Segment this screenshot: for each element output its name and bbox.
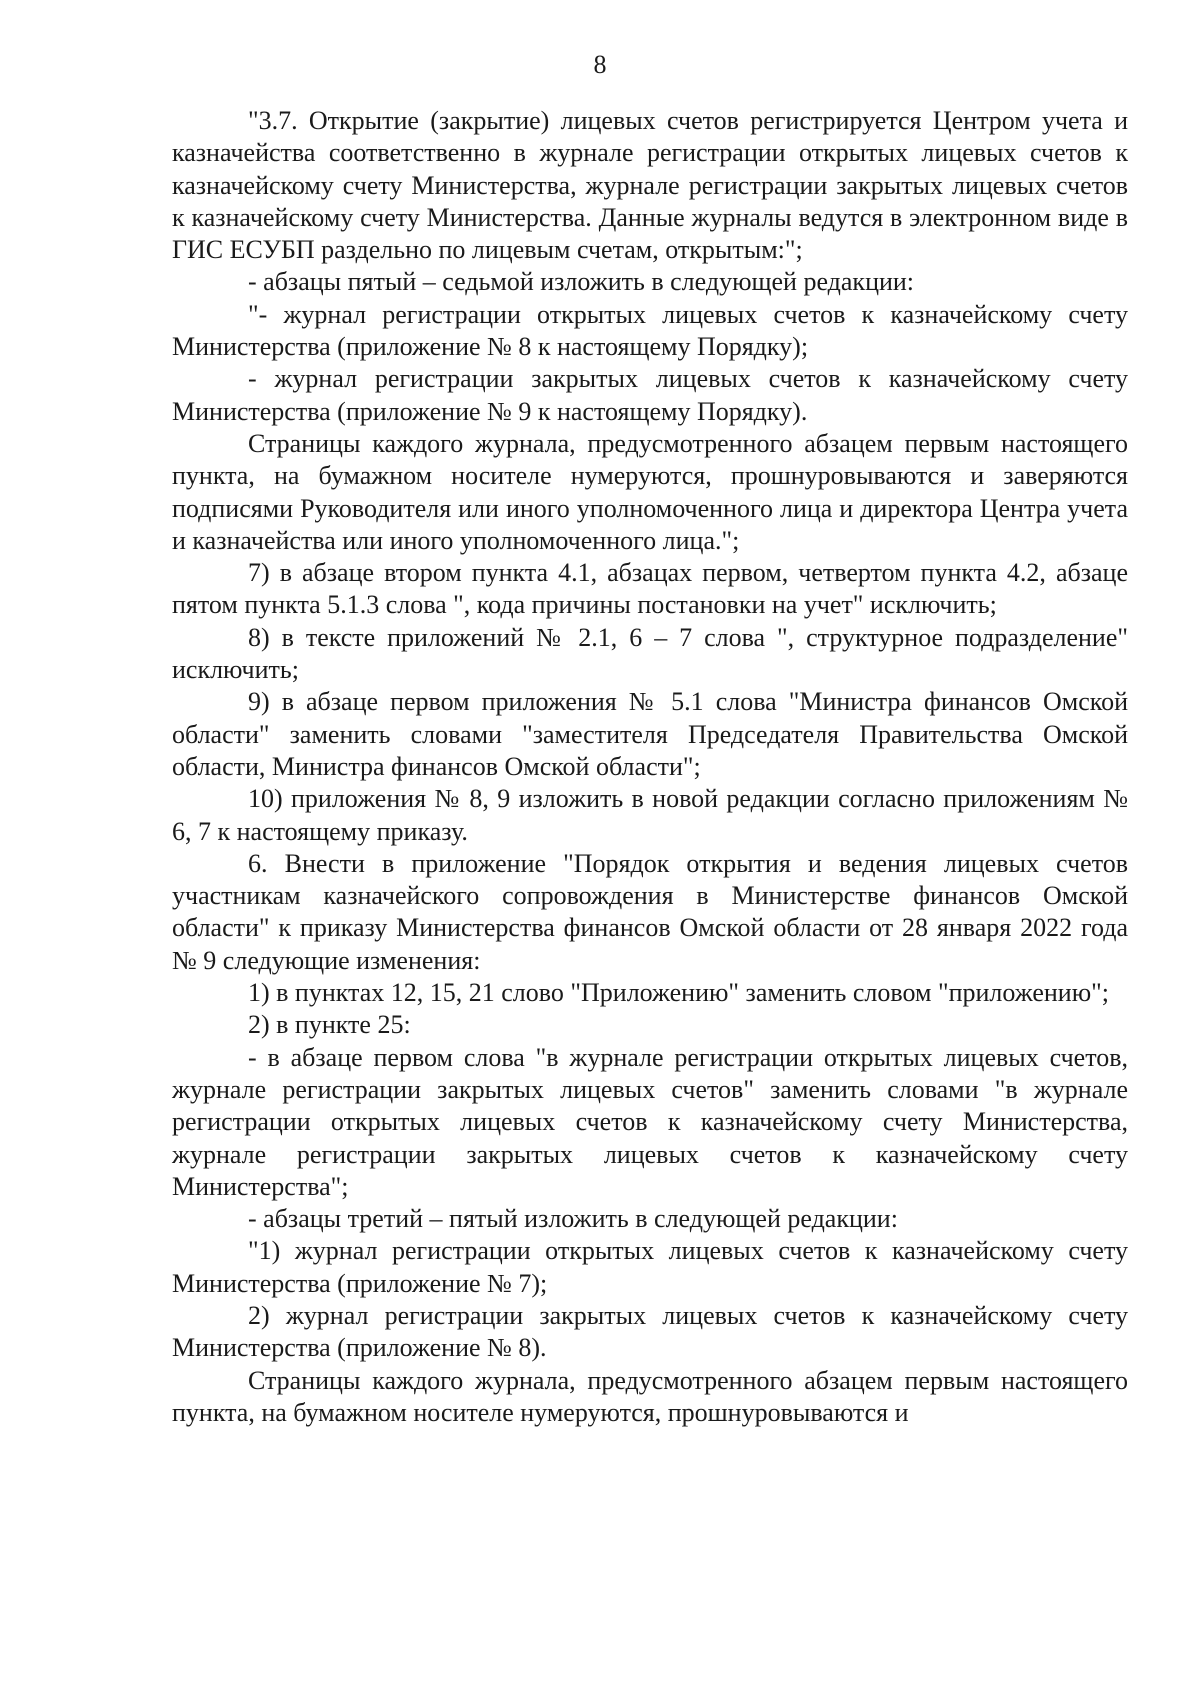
paragraph-sub-1: 1) в пунктах 12, 15, 21 слово "Приложению" заменить словом "приложению"; [248, 978, 1109, 1008]
paragraph-item-8: 8) в тексте приложений № 2.1, 6 – 7 слова ", структурное подразделение" исключить; [172, 622, 1128, 685]
paragraph-journal-open-7: "1) журнал регистрации открытых лицевых счетов к казначейскому счету Министерства (приложение № 7); [172, 1236, 1128, 1298]
paragraph-journal-closed: - журнал регистрации закрытых лицевых счетов к казначейскому счету Министерства (приложение № 9 к настоящему Порядку). [172, 364, 1128, 426]
paragraph-first-abzac: - в абзаце первом слова "в журнале регистрации открытых лицевых счетов, журнале регистрации закрытых лицевых счетов" заменить словами "в журнале регистрации открытых лицевых счетов к казначейскому счету Министерства, журнале регистрации закрытых лицевых счетов к казначейскому счету Министерства"; [172, 1042, 1128, 1201]
paragraph-sub-2: 2) в пункте 25: [248, 1010, 411, 1040]
paragraph-journal-closed-8: 2) журнал регистрации закрытых лицевых счетов к казначейскому счету Министерства (приложение № 8). [172, 1300, 1128, 1363]
document-body [172, 105, 1128, 1429]
paragraph-journal-open: "- журнал регистрации открытых лицевых счетов к казначейскому счету Министерства (приложение № 8 к настоящему Порядку); [172, 299, 1128, 362]
page-number: 8 [593, 50, 607, 79]
paragraph-pages-tail: Страницы каждого журнала, предусмотренного абзацем первым настоящего пункта, на бумажном носителе нумеруются, прошнуровываются и [172, 1365, 1128, 1427]
paragraph-amend-3-5: - абзацы третий – пятый изложить в следующей редакции: [248, 1204, 898, 1234]
paragraph-item-7: 7) в абзаце втором пункта 4.1, абзацах первом, четвертом пункта 4.2, абзаце пятом пункта 5.1.3 слова ", кода причины постановки на учет" исключить; [172, 558, 1128, 620]
paragraph-section-6: 6. Внести в приложение "Порядок открытия и ведения лицевых счетов участникам казначейского сопровождения в Министерстве финансов Омской области" к приказу Министерства финансов Омской области от 28 января 2022 года № 9 следующие изменения: [172, 848, 1128, 975]
paragraph-item-9: 9) в абзаце первом приложения № 5.1 слова "Министра финансов Омской области" заменить словами "заместителя Председателя Правительства Омской области, Министра финансов Омской области"; [172, 687, 1128, 781]
paragraph-amend-5-7: - абзацы пятый – седьмой изложить в следующей редакции: [248, 267, 915, 297]
paragraph-3-7: "3.7. Открытие (закрытие) лицевых счетов регистрируется Центром учета и казначейства соответственно в журнале регистрации открытых лицевых счетов к казначейскому счету Министерства, журнале регистрации закрытых лицевых счетов к казначейскому счету Министерства. Данные журналы ведутся в электронном виде в ГИС ЕСУБП раздельно по лицевым счетам, открытым:"; [172, 106, 1128, 265]
paragraph-pages-certification: Страницы каждого журнала, предусмотренного абзацем первым настоящего пункта, на бумажном носителе нумеруются, прошнуровываются и заверяются подписями Руководителя или иного уполномоченного лица и директора Центра учета и казначейства или иного уполномоченного лица."; [172, 428, 1128, 555]
paragraph-item-10: 10) приложения № 8, 9 изложить в новой редакции согласно приложениям № 6, 7 к настоящему приказу. [172, 784, 1128, 846]
